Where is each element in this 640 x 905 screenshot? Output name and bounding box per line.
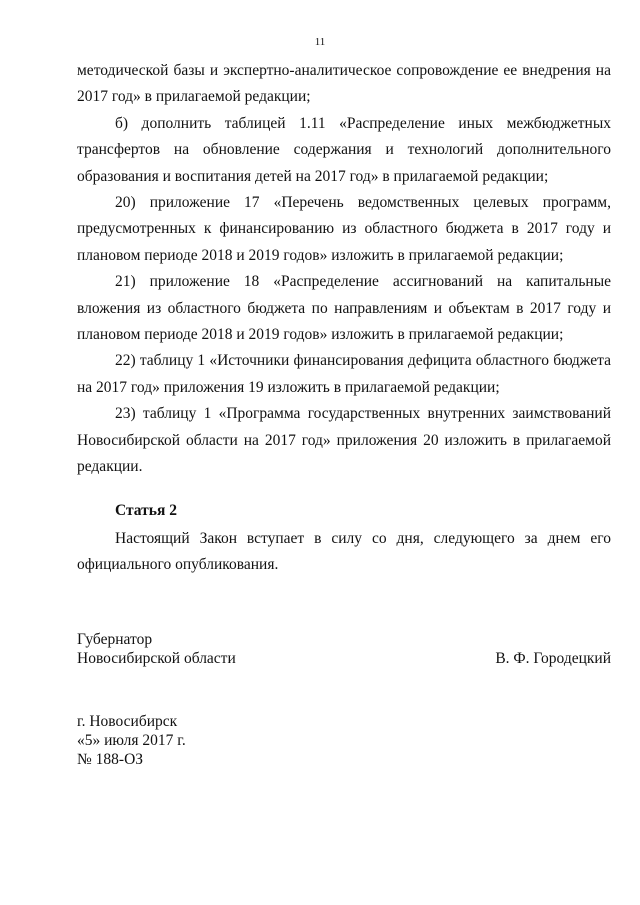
document-footer xyxy=(77,712,186,769)
paragraph-item-22: 22) таблицу 1 «Источники финансирования дефицита областного бюджета на 2017 год» приложения 19 изложить в прилагаемой редакции; xyxy=(77,352,611,396)
paragraph-item-b: б) дополнить таблицей 1.11 «Распределение иных межбюджетных трансфертов на обновление содержания и технологий дополнительного образования и воспитания детей на 2017 год» в прилагаемой редакции; xyxy=(77,114,611,185)
signatory-title-line-1: Губернатор xyxy=(77,631,153,648)
signature-row xyxy=(77,649,611,668)
footer-date: «5» июля 2017 г. xyxy=(77,732,186,749)
article-text: Настоящий Закон вступает в силу со дня, следующего за днем его официального опубликования. xyxy=(77,530,611,574)
signatory-name: В. Ф. Городецкий xyxy=(495,650,611,667)
document-body xyxy=(77,58,611,481)
article-heading: Статья 2 xyxy=(115,502,177,519)
signature-block xyxy=(77,630,611,668)
footer-law-number: № 188-ОЗ xyxy=(77,751,144,768)
page-number: 11 xyxy=(314,36,326,48)
paragraph-continuation: методической базы и экспертно-аналитическое сопровождение ее внедрения на 2017 год» в прилагаемой редакции; xyxy=(77,62,611,106)
paragraph-item-20: 20) приложение 17 «Перечень ведомственных целевых программ, предусмотренных к финансированию из областного бюджета в 2017 году и плановом периоде 2018 и 2019 годов» изложить в прилагаемой редакции; xyxy=(77,194,611,264)
paragraph-item-21: 21) приложение 18 «Распределение ассигнований на капитальные вложения из областного бюджета по направлениям и объектам в 2017 году и плановом периоде 2018 и 2019 годов» изложить в прилагаемой редакции; xyxy=(77,273,611,344)
signatory-title-line-2: Новосибирской области xyxy=(77,650,236,667)
footer-city: г. Новосибирск xyxy=(77,713,178,730)
paragraph-item-23: 23) таблицу 1 «Программа государственных внутренних заимствований Новосибирской области на 2017 год» приложения 20 изложить в прилагаемой редакции. xyxy=(77,405,611,476)
